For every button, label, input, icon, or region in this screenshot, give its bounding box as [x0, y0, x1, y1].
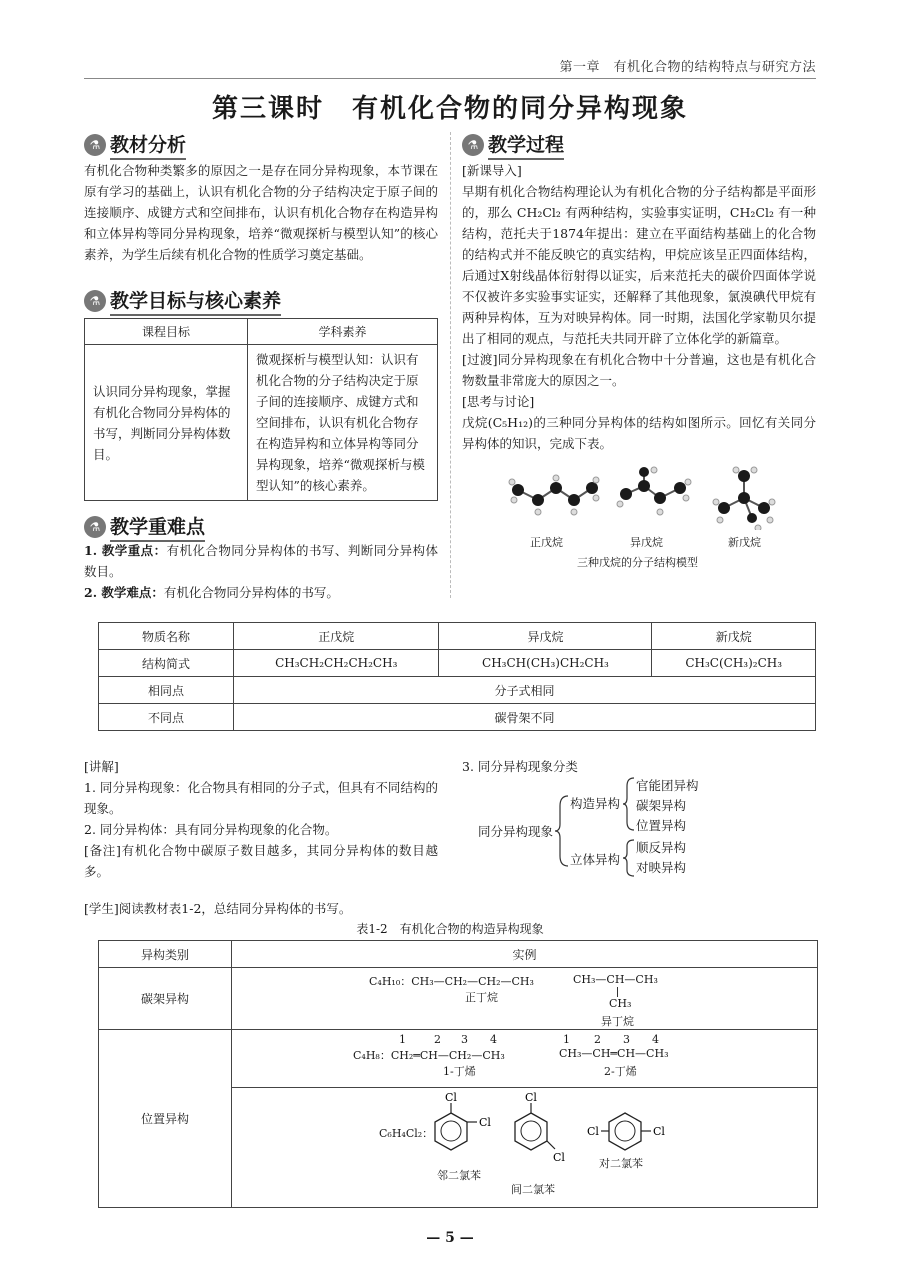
discuss-text: 戊烷(C₅H₁₂)的三种同分异构体的结构如图所示。回忆有关同分异构体的知识，完成下表。: [462, 415, 816, 451]
pentane-header-name: 物质名称: [99, 623, 234, 650]
isomer-row2-bottom: [231, 1087, 817, 1088]
flask-icon: ⚗: [84, 134, 106, 156]
row1-isobutane: CH₃—CH—CH₃: [573, 973, 658, 986]
running-head: 第一章 有机化合物的结构特点与研究方法: [559, 60, 816, 75]
pentane-diff-text: 碳骨架不同: [234, 704, 816, 731]
pentane-header-iso: 异戊烷: [439, 623, 652, 650]
para-cl-2: Cl: [653, 1125, 665, 1138]
row2-b-numbers: 1 2 3 4: [563, 1033, 659, 1046]
row2-butene-1: C₄H₈：CH₂═CH—CH₂—CH₃: [353, 1049, 505, 1062]
para-dichlorobenzene: [587, 1105, 679, 1155]
pentane-same-text: 分子式相同: [234, 677, 816, 704]
models-caption: 三种戊烷的分子结构模型: [577, 556, 698, 569]
tree-leaf: 位置异构: [636, 818, 687, 833]
tree-root: 同分异构现象: [478, 824, 554, 839]
explain-item-3: 3. 同分异构现象分类: [462, 759, 578, 774]
meta-cl-2: Cl: [553, 1151, 565, 1164]
isomerism-tree: [470, 776, 770, 876]
model-label-isopentane: 异戊烷: [630, 536, 663, 549]
goals-literacy-cell: 微观探析与模型认知：认识有机化合物的分子结构决定于原子间的连接顺序、成键方式和空间排布，认识有机化合物存在构造异构和立体异构等同分异构现象，培养“微观探析与模型认知”的核心素养。: [248, 345, 438, 501]
goals-table: [84, 318, 438, 501]
goals-goal-cell: 认识同分异构现象，掌握有机化合物同分异构体的书写，判断同分异构体数目。: [85, 345, 248, 501]
student-line: [学生]阅读教材表1-2，总结同分异构体的书写。: [84, 901, 352, 916]
column-divider: [450, 132, 451, 598]
meta-dichlorobenzene: [509, 1091, 579, 1175]
tree-leaf: 官能团异构: [636, 778, 699, 793]
intro-text: 早期有机化合物结构理论认为有机化合物的分子结构都是平面形的，那么 CH₂Cl₂ 有两种结构，实验事实证明，CH₂Cl₂ 有一种结构，范托夫于1874年提出：建立在平面结构基础上的化合物的结构式并不能反映它的真实结构，甲烷应该呈正四面体结构，后通过X射线晶体衍射得以证实，后来范托夫的碳价四面体学说不仅被许多实验事实证实，还解释了其他现象，氯溴碘代甲烷有两种异构体，互为对映异构体。同一时期，法国化学家勒贝尔提出了相同的观点，与范托夫共同开辟了立体化学的新篇章。: [462, 184, 816, 346]
key-item-1: 1. 教学重点：有机化合物同分异构体的书写、判断同分异构体数目。: [84, 543, 438, 579]
pentane-same-label: 相同点: [99, 677, 234, 704]
row1-isobutane-name: 异丁烷: [601, 1015, 634, 1028]
explain-block: [84, 756, 438, 882]
isomer-header-type: 异构类别: [99, 941, 232, 968]
ortho-cl-2: Cl: [479, 1116, 491, 1129]
ortho-cl-1: Cl: [445, 1091, 457, 1104]
meta-name: 间二氯苯: [511, 1183, 555, 1196]
row1-branch-bond: [617, 987, 618, 997]
tree-branch-constitutional: 构造异构: [570, 796, 621, 811]
flask-icon: ⚗: [84, 516, 106, 538]
row2-a-numbers: 1 2 3 4: [399, 1033, 497, 1046]
isomer-table: [98, 940, 818, 1208]
intro-tag: [新课导入]: [462, 163, 522, 178]
section-key-heading: ⚗ 教学重难点: [84, 512, 205, 542]
row2-butene-2: CH₃—CH═CH—CH₃: [559, 1047, 669, 1060]
section-process-heading: ⚗ 教学过程: [462, 130, 564, 160]
isomer-header-example: 实例: [232, 941, 817, 968]
section-goals-heading: ⚗ 教学目标与核心素养: [84, 286, 281, 316]
page-title: 第三课时 有机化合物的同分异构现象: [211, 94, 688, 124]
meta-cl-1: Cl: [525, 1091, 537, 1104]
tree-branch-stereo: 立体异构: [570, 852, 621, 867]
flask-icon: ⚗: [84, 290, 106, 312]
section-analysis-heading: ⚗ 教材分析: [84, 130, 186, 160]
page-number: — 5 —: [426, 1230, 474, 1246]
row1-isobutane-branch: CH₃: [609, 997, 632, 1010]
table-caption: 表1-2 有机化合物的构造异构现象: [356, 922, 544, 936]
explain-item-2: 2. 同分异构体：具有同分异构现象的化合物。: [84, 822, 338, 837]
explain-item-1: 1. 同分异构现象：化合物具有相同的分子式，但具有不同结构的现象。: [84, 780, 438, 816]
pentane-diff-label: 不同点: [99, 704, 234, 731]
isomer-row1-label: 碳架异构: [140, 991, 189, 1006]
brace-b1-icon: [622, 776, 636, 832]
key-list: [84, 540, 438, 603]
brace-b2-icon: [622, 838, 636, 878]
brace-root-icon: [554, 794, 570, 868]
row1-butane-name: 正丁烷: [465, 991, 498, 1004]
pentane-header-neo: 新戊烷: [652, 623, 816, 650]
isomer-row2-label: 位置异构: [140, 1111, 189, 1126]
model-label-neopentane: 新戊烷: [728, 536, 761, 549]
pentane-header-n: 正戊烷: [234, 623, 439, 650]
tree-leaf: 顺反异构: [636, 840, 687, 855]
explain-tag: [讲解]: [84, 759, 119, 774]
n-pentane-model: [508, 470, 600, 524]
row2-butene-2-name: 2-丁烯: [604, 1065, 637, 1078]
pentane-formula-n: CH₃CH₂CH₂CH₂CH₃: [234, 650, 439, 677]
model-label-n-pentane: 正戊烷: [530, 536, 563, 549]
para-name: 对二氯苯: [599, 1157, 643, 1170]
goals-col2-header: 学科素养: [248, 319, 438, 345]
pentane-formula-neo: CH₃C(CH₃)₂CH₃: [652, 650, 816, 677]
pentane-formula-label: 结构简式: [99, 650, 234, 677]
running-head-rule: [84, 78, 816, 79]
row2-butene-1-name: 1-丁烯: [443, 1065, 476, 1078]
goals-col1-header: 课程目标: [85, 319, 248, 345]
tree-b1-leaves: [636, 776, 699, 836]
neopentane-model: [712, 466, 776, 530]
tree-leaf: 对映异构: [636, 860, 687, 875]
ortho-name: 邻二氯苯: [437, 1169, 481, 1182]
tree-leaf: 碳架异构: [636, 798, 687, 813]
key-item-2: 2. 教学难点：有机化合物同分异构体的书写。: [84, 585, 339, 600]
pentane-table: [98, 622, 816, 731]
ortho-dichlorobenzene: [429, 1091, 499, 1175]
isopentane-model: [616, 466, 694, 526]
transition: [过渡]同分异构现象在有机化合物中十分普遍，这也是有机化合物数量非常庞大的原因之一。: [462, 352, 816, 388]
pentane-formula-iso: CH₃CH(CH₃)CH₂CH₃: [439, 650, 652, 677]
para-cl-1: Cl: [587, 1125, 599, 1138]
explain-note: [备注]有机化合物中碳原子数目越多，其同分异构体的数目越多。: [84, 843, 438, 879]
row1-butane: C₄H₁₀：CH₃—CH₂—CH₂—CH₃: [369, 975, 534, 988]
row3-formula: C₆H₄Cl₂：: [379, 1127, 434, 1140]
flask-icon: ⚗: [462, 134, 484, 156]
discuss-tag: [思考与讨论]: [462, 394, 535, 409]
process-body: [462, 160, 816, 454]
tree-b2-leaves: [636, 838, 686, 878]
analysis-text: 有机化合物种类繁多的原因之一是存在同分异构现象，本节课在原有学习的基础上，认识有机化合物的分子结构决定于原子间的连接顺序、成键方式和空间排布，认识有机化合物存在构造异构和立体异构等同分异构现象，培养“微观探析与模型认知”的核心素养，为学生后续有机化合物的性质学习奠定基础。: [84, 163, 438, 262]
